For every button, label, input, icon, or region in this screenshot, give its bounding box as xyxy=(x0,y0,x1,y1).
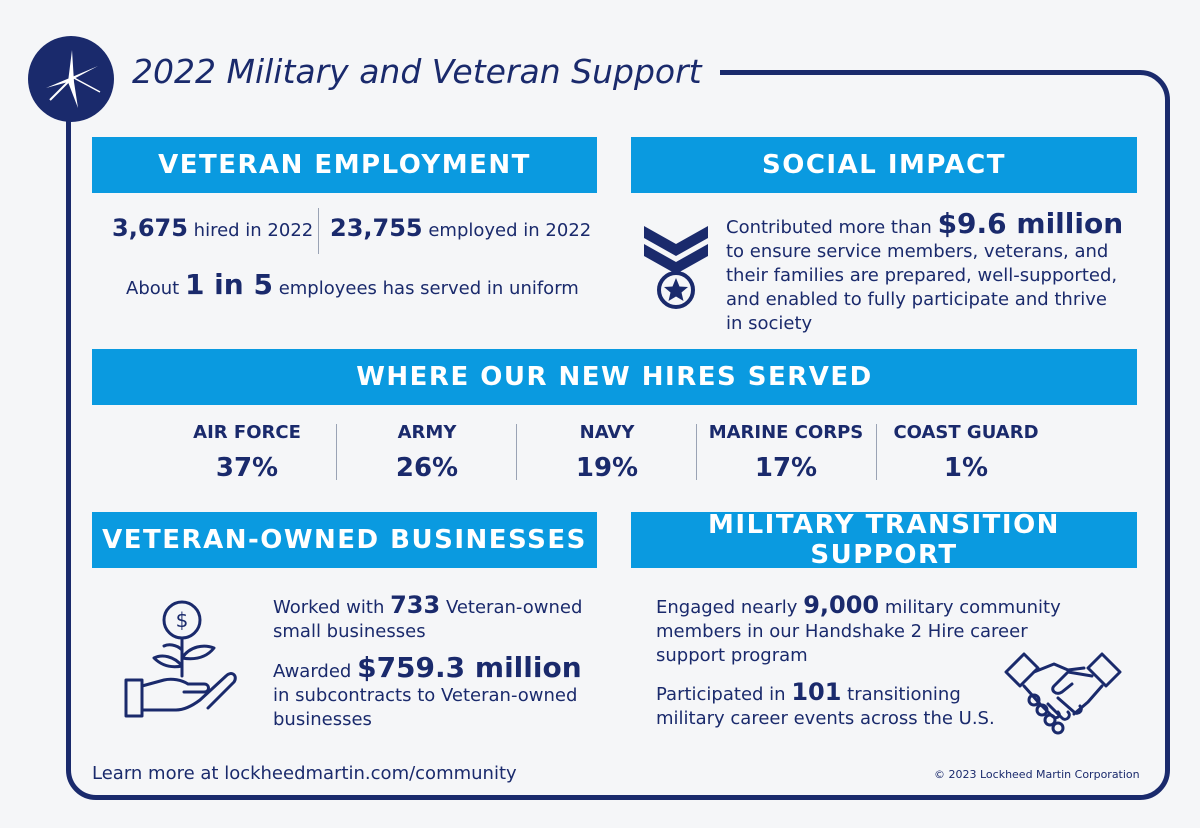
veteran-businesses-heading: VETERAN-OWNED BUSINESSES xyxy=(92,512,597,568)
veteran-businesses-text xyxy=(273,593,582,732)
engaged-line: members in our Handshake 2 Hire career xyxy=(656,621,1028,642)
transition-support-heading: MILITARY TRANSITION SUPPORT xyxy=(631,512,1137,568)
medal-icon xyxy=(642,222,710,322)
stat-divider xyxy=(318,208,319,254)
ratio-value: 1 in 5 xyxy=(184,268,273,301)
branch-navy xyxy=(522,422,692,483)
social-impact-heading: SOCIAL IMPACT xyxy=(631,137,1137,193)
engaged-prefix: Engaged nearly xyxy=(656,597,798,618)
transition-support-text xyxy=(656,593,1061,731)
awarded-prefix: Awarded xyxy=(273,661,352,682)
money-plant-hand-icon xyxy=(120,596,244,724)
social-impact-line: to ensure service members, veterans, and xyxy=(726,241,1109,262)
ratio-suffix: employees has served in uniform xyxy=(278,278,579,299)
awarded-line: in subcontracts to Veteran-owned xyxy=(273,685,578,706)
worked-line: small businesses xyxy=(273,621,426,642)
awarded-line: businesses xyxy=(273,709,372,730)
social-impact-line: their families are prepared, well-supported, xyxy=(726,265,1118,286)
branch-pct: 26% xyxy=(395,453,459,483)
branch-air-force xyxy=(162,422,332,483)
branch-coast-guard xyxy=(881,422,1051,483)
copyright-text: © 2023 Lockheed Martin Corporation xyxy=(934,768,1140,781)
branch-divider xyxy=(876,424,877,480)
lockheed-star-logo xyxy=(28,36,114,122)
veteran-employment-heading: VETERAN EMPLOYMENT xyxy=(92,137,597,193)
social-impact-line: and enabled to fully participate and thrive xyxy=(726,289,1107,310)
new-hires-heading: WHERE OUR NEW HIRES SERVED xyxy=(92,349,1137,405)
engaged-value: 9,000 xyxy=(803,591,880,619)
branch-army xyxy=(342,422,512,483)
branch-name: NAVY xyxy=(579,422,635,443)
branch-pct: 17% xyxy=(754,453,818,483)
branch-name: ARMY xyxy=(397,422,457,443)
worked-value: 733 xyxy=(390,591,441,619)
branch-name: AIR FORCE xyxy=(193,422,301,443)
engaged-line: support program xyxy=(656,645,808,666)
participated-value: 101 xyxy=(791,678,842,706)
social-impact-amount: $9.6 million xyxy=(937,207,1124,240)
employed-label: employed in 2022 xyxy=(428,220,592,241)
social-impact-lead: Contributed more than xyxy=(726,217,932,238)
branch-marine-corps xyxy=(701,422,871,483)
svg-text:$: $ xyxy=(175,608,189,632)
branch-divider xyxy=(516,424,517,480)
participated-suffix: transitioning xyxy=(847,684,961,705)
hired-stat xyxy=(112,214,313,242)
awarded-value: $759.3 million xyxy=(357,651,582,684)
branch-divider xyxy=(696,424,697,480)
engaged-suffix: military community xyxy=(884,597,1061,618)
branch-pct: 37% xyxy=(215,453,279,483)
ratio-prefix: About xyxy=(126,278,180,299)
hired-label: hired in 2022 xyxy=(193,220,314,241)
participated-line: military career events across the U.S. xyxy=(656,708,995,729)
ratio-stat xyxy=(126,268,579,301)
handshake-icon xyxy=(1004,650,1122,740)
branch-pct: 19% xyxy=(575,453,639,483)
employed-stat xyxy=(330,214,591,242)
employed-value: 23,755 xyxy=(330,214,423,242)
worked-suffix: Veteran-owned xyxy=(445,597,583,618)
branch-divider xyxy=(336,424,337,480)
branch-name: MARINE CORPS xyxy=(708,422,864,443)
social-impact-line: in society xyxy=(726,313,813,334)
learn-more-link[interactable]: Learn more at lockheedmartin.com/community xyxy=(92,763,517,784)
branch-pct: 1% xyxy=(943,453,989,483)
worked-prefix: Worked with xyxy=(273,597,385,618)
page-title: 2022 Military and Veteran Support xyxy=(132,52,702,91)
social-impact-text xyxy=(726,207,1124,336)
participated-prefix: Participated in xyxy=(656,684,786,705)
branch-name: COAST GUARD xyxy=(893,422,1039,443)
hired-value: 3,675 xyxy=(112,214,188,242)
